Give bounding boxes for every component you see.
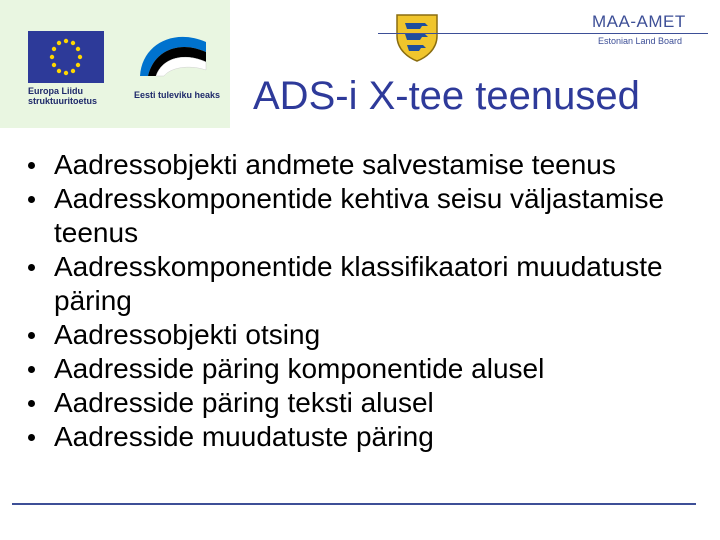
list-item xyxy=(24,386,704,420)
list-item-text: Aadresskomponentide klassifikaatori muudatuste päring xyxy=(54,251,663,316)
agency-divider xyxy=(378,33,708,34)
list-item xyxy=(24,182,704,250)
eu-logo-caption xyxy=(28,86,118,106)
bullet-icon xyxy=(28,332,35,339)
list-item-text: Aadressobjekti andmete salvestamise teenus xyxy=(54,149,616,180)
bullet-icon xyxy=(28,366,35,373)
coat-of-arms-icon xyxy=(394,12,440,62)
bullet-icon xyxy=(28,162,35,169)
list-item xyxy=(24,250,704,318)
footer-divider xyxy=(12,503,696,505)
bullet-icon xyxy=(28,434,35,441)
slide-title: ADS-i X-tee teenused xyxy=(253,74,640,118)
list-item xyxy=(24,318,704,352)
list-item xyxy=(24,420,704,454)
eu-caption-line1: Europa Liidu xyxy=(28,86,83,96)
logo-panel xyxy=(0,0,230,128)
list-item xyxy=(24,148,704,182)
eu-caption-line2: struktuuritoetus xyxy=(28,96,98,106)
bullet-icon xyxy=(28,400,35,407)
bullet-icon xyxy=(28,264,35,271)
agency-subtitle: Estonian Land Board xyxy=(598,36,683,46)
list-item-text: Aadresside muudatuste päring xyxy=(54,421,434,452)
list-item-text: Aadresskomponentide kehtiva seisu väljastamise teenus xyxy=(54,183,665,248)
ee-logo-caption: Eesti tuleviku heaks xyxy=(134,90,221,100)
list-item-text: Aadressobjekti otsing xyxy=(54,319,321,350)
eesti-flag-logo xyxy=(134,24,214,88)
list-item xyxy=(24,352,704,386)
list-item-text: Aadresside päring teksti alusel xyxy=(54,387,434,418)
bullet-icon xyxy=(28,196,35,203)
bullet-list xyxy=(24,148,704,454)
agency-name: MAA-AMET xyxy=(592,12,686,31)
eu-flag-logo xyxy=(28,31,104,83)
list-item-text: Aadresside päring komponentide alusel xyxy=(54,353,545,384)
